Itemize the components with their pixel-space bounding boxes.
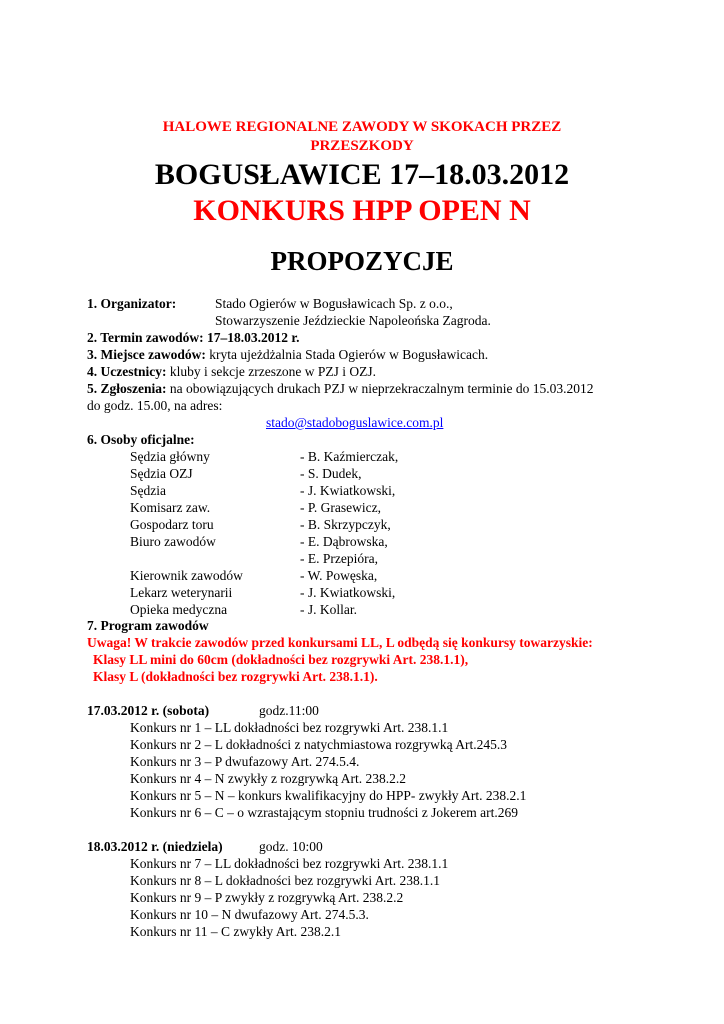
day1-time: godz.11:00 — [259, 703, 319, 718]
document-subtitle: KONKURS HPP OPEN N — [193, 194, 531, 227]
competition-item: Konkurs nr 9 – P zwykły z rozgrywką Art. 238.2.2 — [130, 890, 404, 905]
competition-item: Konkurs nr 5 – N – konkurs kwalifikacyjny do HPP- zwykły Art. 238.2.1 — [130, 788, 527, 803]
official-role: Sędzia — [130, 483, 166, 498]
email-link[interactable]: stado@stadoboguslawice.com.pl — [266, 415, 444, 430]
competition-item: Konkurs nr 6 – C – o wzrastającym stopniu trudności z Jokerem art.269 — [130, 805, 519, 820]
venue-label: 3. Miejsce zawodów: — [87, 347, 206, 362]
official-name: - S. Dudek, — [300, 466, 362, 481]
official-name: - J. Kwiatkowski, — [300, 585, 396, 600]
email-line — [266, 414, 443, 431]
program-notice-ll: Klasy LL mini do 60cm (dokładności bez rozgrywki Art. 238.1.1), — [93, 652, 469, 667]
organizer-label: 1. Organizator: — [87, 296, 177, 311]
competition-item: Konkurs nr 2 – L dokładności z natychmiastowa rozgrywką Art.245.3 — [130, 737, 508, 752]
official-name: - P. Grasewicz, — [300, 500, 381, 515]
header-line-2: PRZESZKODY — [310, 138, 414, 154]
official-role: Sędzia OZJ — [130, 466, 193, 481]
organizer-line-1: Stado Ogierów w Bogusławicach Sp. z o.o., — [215, 296, 453, 311]
entries-value: na obowiązujących drukach PZJ w nieprzekraczalnym terminie do 15.03.2012 — [166, 381, 594, 396]
official-role: Opieka medyczna — [130, 602, 228, 617]
event-dates: 2. Termin zawodów: 17–18.03.2012 r. — [87, 330, 300, 345]
document-title: BOGUSŁAWICE 17–18.03.2012 — [154, 158, 570, 191]
official-name: - J. Kollar. — [300, 602, 357, 617]
participants-line — [87, 363, 376, 380]
official-name: - W. Powęska, — [300, 568, 378, 583]
official-role: Gospodarz toru — [130, 517, 214, 532]
competition-item: Konkurs nr 10 – N dwufazowy Art. 274.5.3. — [130, 907, 369, 922]
official-role: Biuro zawodów — [130, 534, 216, 549]
official-role: Komisarz zaw. — [130, 500, 211, 515]
venue-line — [87, 346, 488, 363]
entries-continuation: do godz. 15.00, na adres: — [87, 398, 223, 413]
program-notice: Uwaga! W trakcie zawodów przed konkursami LL, L odbędą się konkursy towarzyskie: — [87, 635, 593, 650]
competition-item: Konkurs nr 3 – P dwufazowy Art. 274.5.4. — [130, 754, 360, 769]
official-name: - B. Skrzypczyk, — [300, 517, 391, 532]
official-name: - E. Przepióra, — [300, 551, 378, 566]
venue-value: kryta ujeżdżalnia Stada Ogierów w Bogusławicach. — [205, 347, 489, 362]
official-role: Kierownik zawodów — [130, 568, 243, 583]
competition-item: Konkurs nr 7 – LL dokładności bez rozgrywki Art. 238.1.1 — [130, 856, 449, 871]
participants-label: 4. Uczestnicy: — [87, 364, 167, 379]
entries-line — [87, 380, 593, 397]
competition-item: Konkurs nr 1 – LL dokładności bez rozgrywki Art. 238.1.1 — [130, 720, 449, 735]
header-line-1: HALOWE REGIONALNE ZAWODY W SKOKACH PRZEZ — [162, 119, 562, 135]
document-heading: PROPOZYCJE — [270, 246, 454, 276]
official-name: - E. Dąbrowska, — [300, 534, 388, 549]
officials-label: 6. Osoby oficjalne: — [87, 432, 195, 447]
official-name: - J. Kwiatkowski, — [300, 483, 396, 498]
day1-date: 17.03.2012 r. (sobota) — [87, 703, 210, 718]
organizer-line-2: Stowarzyszenie Jeździeckie Napoleońska Zagroda. — [215, 313, 491, 328]
entries-label: 5. Zgłoszenia: — [87, 381, 167, 396]
official-name: - B. Kaźmierczak, — [300, 449, 399, 464]
day2-date: 18.03.2012 r. (niedziela) — [87, 839, 223, 854]
participants-value: kluby i sekcje zrzeszone w PZJ i OZJ. — [166, 364, 377, 379]
program-label: 7. Program zawodów — [87, 618, 209, 633]
official-role: Lekarz weterynarii — [130, 585, 233, 600]
competition-item: Konkurs nr 4 – N zwykły z rozgrywką Art. 238.2.2 — [130, 771, 406, 786]
program-notice-l: Klasy L (dokładności bez rozgrywki Art. 238.1.1). — [93, 669, 378, 684]
competition-item: Konkurs nr 8 – L dokładności bez rozgrywki Art. 238.1.1 — [130, 873, 440, 888]
official-role: Sędzia główny — [130, 449, 210, 464]
day2-time: godz. 10:00 — [259, 839, 323, 854]
competition-item: Konkurs nr 11 – C zwykły Art. 238.2.1 — [130, 924, 341, 939]
